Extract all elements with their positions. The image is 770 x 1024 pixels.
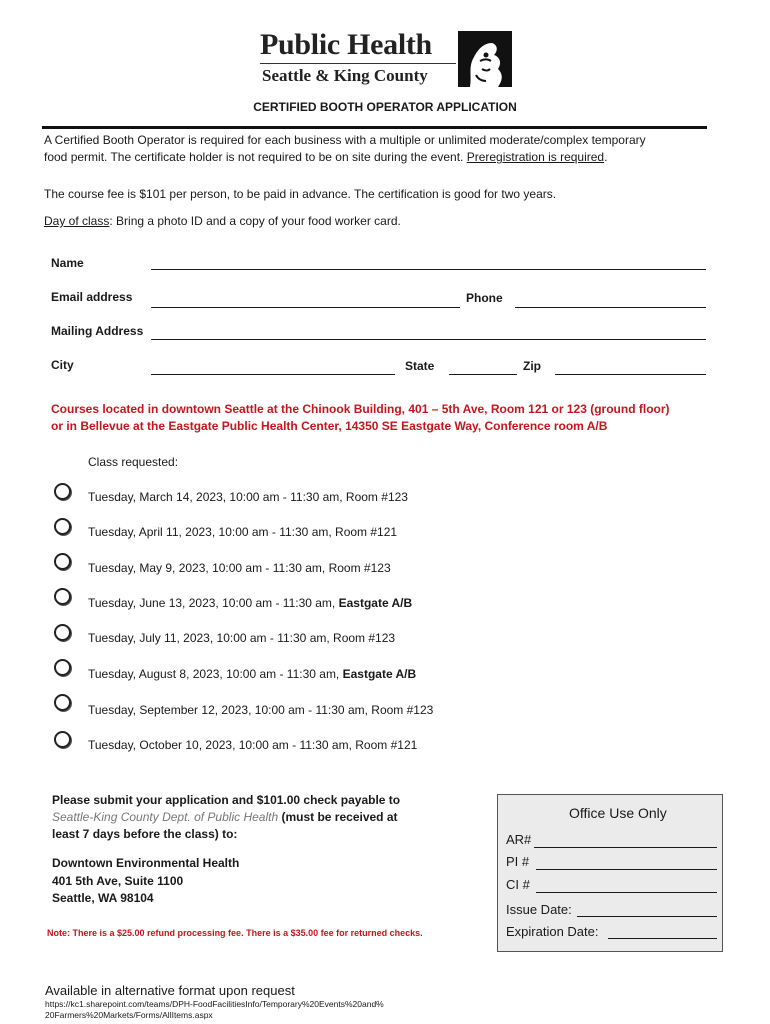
class-radio-5[interactable]	[54, 624, 71, 641]
class-radio-2[interactable]	[54, 518, 71, 535]
class-option-2: Tuesday, April 11, 2023, 10:00 am - 11:30 am, Room #121	[88, 525, 398, 539]
city-field[interactable]	[151, 374, 395, 375]
mailing-address-line-2: 401 5th Ave, Suite 1100	[52, 874, 184, 888]
logo-title: Public Health	[260, 28, 432, 61]
submit-line-2-tail: (must be received at	[278, 810, 398, 824]
ar-label: AR#	[506, 832, 532, 847]
state-field[interactable]	[449, 374, 517, 375]
title-divider	[42, 126, 707, 129]
email-field[interactable]	[151, 307, 460, 308]
intro-line-2-end: .	[604, 150, 608, 164]
submit-line-3: least 7 days before the class) to:	[52, 827, 238, 841]
expiration-date-label: Expiration Date:	[506, 924, 599, 939]
pi-field[interactable]	[536, 869, 717, 870]
day-of-class-label: Day of class	[44, 214, 110, 228]
class-radio-8[interactable]	[54, 731, 71, 748]
mailing-address-line-1: Downtown Environmental Health	[52, 856, 240, 870]
payee-name: Seattle-King County Dept. of Public Health	[52, 810, 279, 824]
mailing-address-line-3: Seattle, WA 98104	[52, 891, 154, 905]
state-label: State	[405, 359, 435, 373]
class-option-3: Tuesday, May 9, 2023, 10:00 am - 11:30 am, Room #123	[88, 561, 391, 575]
name-field[interactable]	[151, 269, 706, 270]
ci-field[interactable]	[536, 892, 717, 893]
class-option-6: Tuesday, August 8, 2023, 10:00 am - 11:30 am, Eastgate A/B	[88, 667, 417, 681]
location-line-1: Courses located in downtown Seattle at the Chinook Building, 401 – 5th Ave, Room 121 or 123 (ground floor)	[51, 402, 670, 416]
intro-line-2	[44, 149, 607, 165]
logo-face-icon	[458, 31, 512, 87]
issue-date-label: Issue Date:	[506, 902, 572, 917]
class-option-1: Tuesday, March 14, 2023, 10:00 am - 11:30 am, Room #123	[88, 490, 408, 504]
logo-divider	[260, 63, 456, 64]
class-option-8: Tuesday, October 10, 2023, 10:00 am - 11:30 am, Room #121	[88, 738, 418, 752]
day-of-class-detail: : Bring a photo ID and a copy of your food worker card.	[109, 214, 401, 228]
submit-line-1: Please submit your application and $101.00 check payable to	[52, 793, 401, 807]
class-radio-7[interactable]	[54, 694, 71, 711]
class-radio-6[interactable]	[54, 659, 71, 676]
source-url-line-1: https://kc1.sharepoint.com/teams/DPH-FoodFacilitiesInfo/Temporary%20Events%20and%	[45, 999, 384, 1009]
zip-field[interactable]	[555, 374, 706, 375]
class-option-7: Tuesday, September 12, 2023, 10:00 am - 11:30 am, Room #123	[88, 703, 434, 717]
pi-label: PI #	[506, 854, 530, 869]
ar-field[interactable]	[534, 847, 717, 848]
class-option-4: Tuesday, June 13, 2023, 10:00 am - 11:30 am, Eastgate A/B	[88, 596, 413, 610]
fee-note: Note: There is a $25.00 refund processing fee. There is a $35.00 fee for returned checks.	[47, 928, 423, 938]
logo-subtitle: Seattle & King County	[262, 66, 428, 85]
preregistration-note: Preregistration is required	[466, 150, 605, 164]
form-title: CERTIFIED BOOTH OPERATOR APPLICATION	[253, 100, 517, 114]
class-option-5: Tuesday, July 11, 2023, 10:00 am - 11:30 am, Room #123	[88, 631, 396, 645]
phone-field[interactable]	[515, 307, 706, 308]
class-radio-4[interactable]	[54, 588, 71, 605]
office-use-title: Office Use Only	[569, 805, 667, 821]
email-label: Email address	[51, 290, 133, 304]
class-radio-3[interactable]	[54, 553, 71, 570]
class-requested-label: Class requested:	[88, 455, 179, 469]
phone-label: Phone	[466, 291, 503, 305]
ci-label: CI #	[506, 877, 530, 892]
submit-line-2	[52, 810, 398, 824]
day-of-class-text	[44, 213, 401, 229]
mailing-address-field[interactable]	[151, 339, 706, 340]
issue-date-field[interactable]	[577, 916, 717, 917]
mailing-address-label: Mailing Address	[51, 324, 144, 338]
name-label: Name	[51, 256, 84, 270]
office-use-box	[497, 794, 723, 952]
intro-line-2-text: food permit. The certificate holder is not required to be on site during the event.	[44, 150, 467, 164]
class-radio-1[interactable]	[54, 483, 71, 500]
city-label: City	[51, 358, 74, 372]
course-fee-text: The course fee is $101 per person, to be paid in advance. The certification is good for two years.	[44, 187, 557, 201]
intro-line-1: A Certified Booth Operator is required for each business with a multiple or unlimited moderate/complex temporary	[44, 133, 646, 147]
source-url-line-2: 20Farmers%20Markets/Forms/AllItems.aspx	[45, 1010, 213, 1020]
zip-label: Zip	[523, 359, 541, 373]
expiration-date-field[interactable]	[608, 938, 717, 939]
location-line-2: or in Bellevue at the Eastgate Public Health Center, 14350 SE Eastgate Way, Conference room A/B	[51, 419, 608, 433]
alternative-format-text: Available in alternative format upon request	[45, 983, 295, 998]
